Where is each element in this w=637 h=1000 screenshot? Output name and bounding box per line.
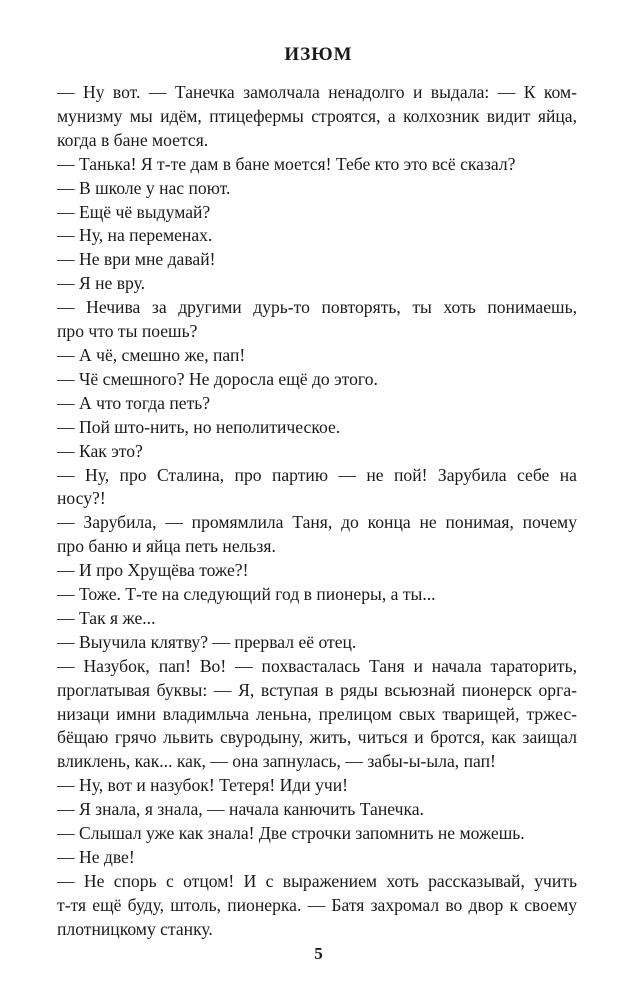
text-line: — Как это? [57, 440, 143, 461]
text-line: проглатывая буквы: — Я, вступая в ряды всьюзнай пионерск орга- [57, 679, 577, 700]
text-line: — Ну, вот и назубок! Тетеря! Иди учи! [57, 775, 349, 796]
text-line: плотницкому станку. [57, 918, 213, 939]
text-line: — Ну, про Сталина, про партию — не пой! Зарубила себе на [57, 464, 577, 485]
text-line: — Ну, на переменах. [57, 225, 213, 246]
page-number: 5 [314, 944, 323, 963]
text-line: — Я не вру. [57, 273, 146, 294]
text-line: — Танька! Я т-те дам в бане моется! Тебе кто это всё сказал? [57, 153, 516, 174]
running-head: ИЗЮМ [284, 44, 353, 65]
text-line: т-тя ещё буду, штоль, пионерка. — Батя захромал во двор к своему [57, 894, 577, 915]
text-line: — Так я же... [57, 607, 156, 628]
text-line: — Слышал уже как знала! Две строчки запомнить не можешь. [57, 823, 525, 844]
text-line: — Выучила клятву? — прервал её отец. [57, 631, 357, 652]
text-line: — А что тогда петь? [57, 392, 211, 413]
text-line: — А чё, смешно же, пап! [57, 344, 246, 365]
text-line: — Зарубила, — промямлила Таня, до конца не понимая, почему [57, 512, 577, 533]
text-line: — Я знала, я знала, — начала канючить Танечка. [57, 799, 424, 820]
text-line: — Назубок, пап! Во! — похвасталась Таня и начала тараторить, [57, 655, 577, 676]
text-line: — Чё смешного? Не доросла ещё до этого. [57, 368, 378, 389]
text-line: низаци имни владимльча леньна, прелицом свых тварищей, тржес- [57, 703, 577, 724]
text-line: — Не спорь с отцом! И с выражением хоть рассказывай, учить [57, 870, 577, 891]
text-line: бёщаю грячо львить свуродыну, жить, читься и бротся, как заищал [57, 727, 577, 748]
body-text [57, 81, 577, 942]
text-line: мунизму мы идём, птицефермы строятся, а колхозник видит яйца, [57, 105, 577, 126]
text-line: — Ну вот. — Танечка замолчала ненадолго и выдала: — К ком- [57, 82, 577, 102]
text-line: — В школе у нас поют. [57, 177, 231, 198]
text-line: — Нечива за другими дурь-то повторять, ты хоть понимаешь, [57, 297, 577, 318]
text-line: про что ты поешь? [57, 321, 198, 342]
text-line: — Пой што-нить, но неполитическое. [57, 416, 341, 437]
text-line: когда в бане моется. [57, 129, 209, 150]
text-line: — Ещё чё выдумай? [57, 201, 211, 222]
text-line: — И про Хрущёва тоже?! [57, 560, 249, 581]
text-line: про баню и яйца петь нельзя. [57, 536, 276, 557]
text-line: вликлень, как... как, — она запнулась, — забы-ы-ыла, пап! [57, 751, 496, 772]
text-line: — Не ври мне давай! [57, 249, 216, 270]
text-line: — Не две! [57, 847, 135, 867]
text-line: — Тоже. Т-те на следующий год в пионеры, а ты... [57, 584, 436, 605]
text-line: носу?! [57, 488, 106, 509]
